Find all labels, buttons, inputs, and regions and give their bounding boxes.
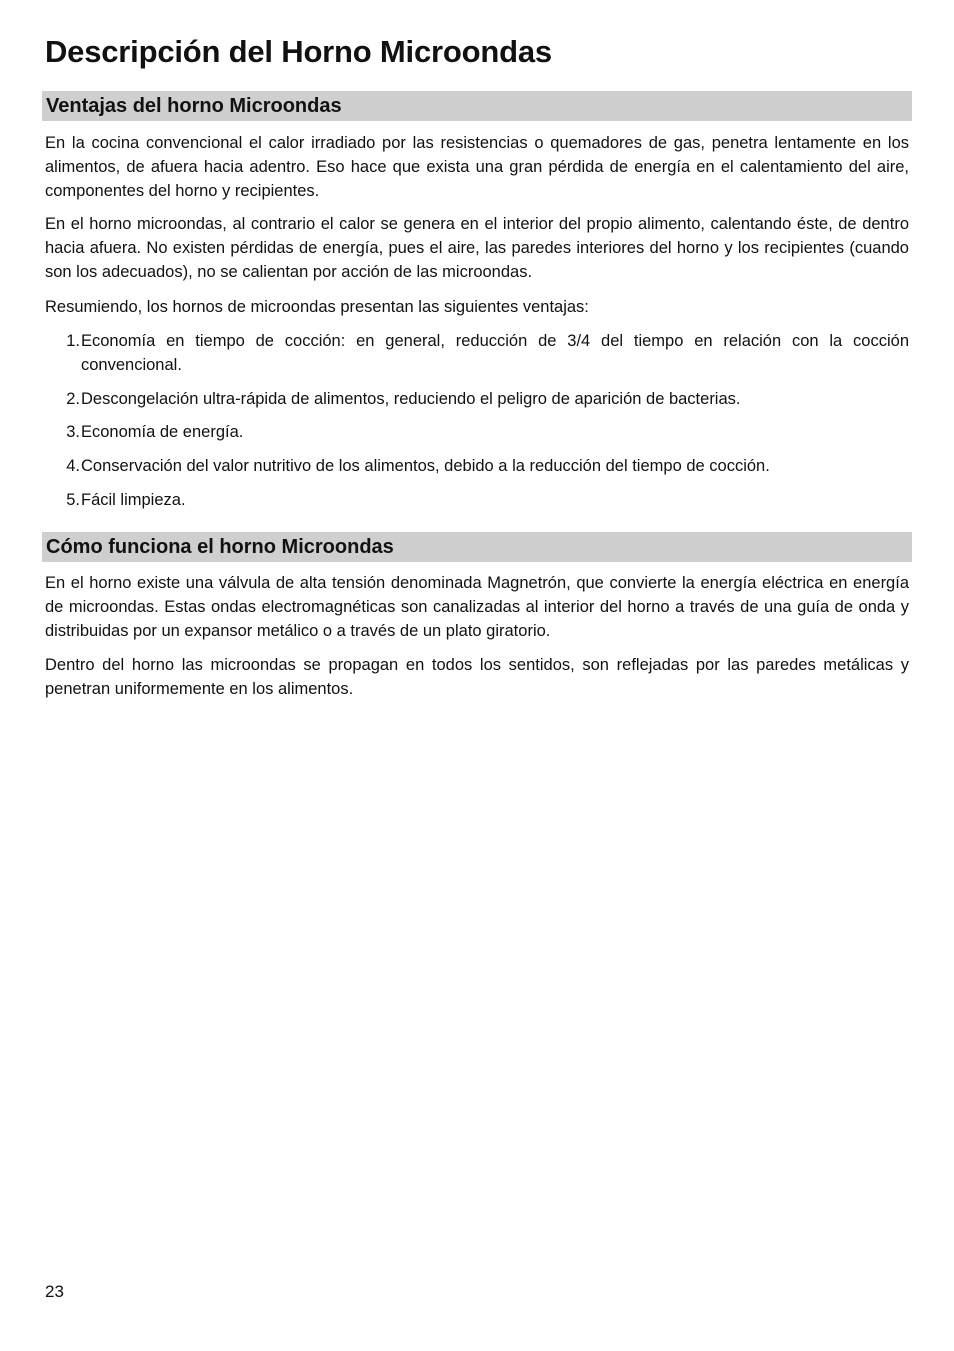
paragraph-resumiendo: Resumiendo, los hornos de microondas presentan las siguientes ventajas: — [45, 298, 589, 316]
page-title: Descripción del Horno Microondas — [45, 34, 552, 69]
section-heading-ventajas: Ventajas del horno Microondas — [42, 91, 912, 121]
list-item-text: Conservación del valor nutritivo de los alimentos, debido a la reducción del tiempo de cocción. — [81, 457, 770, 475]
list-item — [45, 454, 909, 478]
list-item — [45, 420, 909, 444]
list-item-text: Economía en tiempo de cocción: en general, reducción de 3/4 del tiempo en relación con la cocción convencional. — [81, 332, 909, 374]
page-number: 23 — [45, 1282, 64, 1301]
list-item — [45, 488, 909, 512]
list-item-number: 4. — [66, 457, 80, 475]
list-item-number: 1. — [66, 332, 80, 350]
list-item-text: Economía de energía. — [81, 423, 244, 441]
list-item-number: 5. — [66, 491, 80, 509]
list-item-text: Fácil limpieza. — [81, 491, 186, 509]
list-item — [45, 387, 909, 411]
list-item — [45, 329, 909, 377]
paragraph-propagacion: Dentro del horno las microondas se propagan en todos los sentidos, son reflejadas por las paredes metálicas y penetran uniformemente en los alimentos. — [45, 656, 909, 698]
paragraph-horno-microondas: En el horno microondas, al contrario el calor se genera en el interior del propio alimento, calentando éste, de dentro hacia afuera. No existen pérdidas de energía, pues el aire, las paredes interiores del horno y los recipientes (cuando son los adecuados), no se calientan por acción de las microondas. — [45, 215, 909, 281]
section-heading-como-funciona: Cómo funciona el horno Microondas — [42, 532, 912, 562]
paragraph-cocina-convencional: En la cocina convencional el calor irradiado por las resistencias o quemadores de gas, penetra lentamente en los alimentos, de afuera hacia adentro. Eso hace que exista una gran pérdida de energía en el calentamiento del aire, componentes del horno y recipientes. — [45, 134, 909, 200]
list-item-number: 3. — [66, 423, 80, 441]
list-item-text: Descongelación ultra-rápida de alimentos, reduciendo el peligro de aparición de bacterias. — [81, 390, 741, 408]
paragraph-magnetron: En el horno existe una válvula de alta tensión denominada Magnetrón, que convierte la energía eléctrica en energía de microondas. Estas ondas electromagnéticas son canalizadas al interior del horno a través de una guía de onda y distribuidas por un expansor metálico o a través de un plato giratorio. — [45, 574, 909, 640]
list-item-number: 2. — [66, 390, 80, 408]
